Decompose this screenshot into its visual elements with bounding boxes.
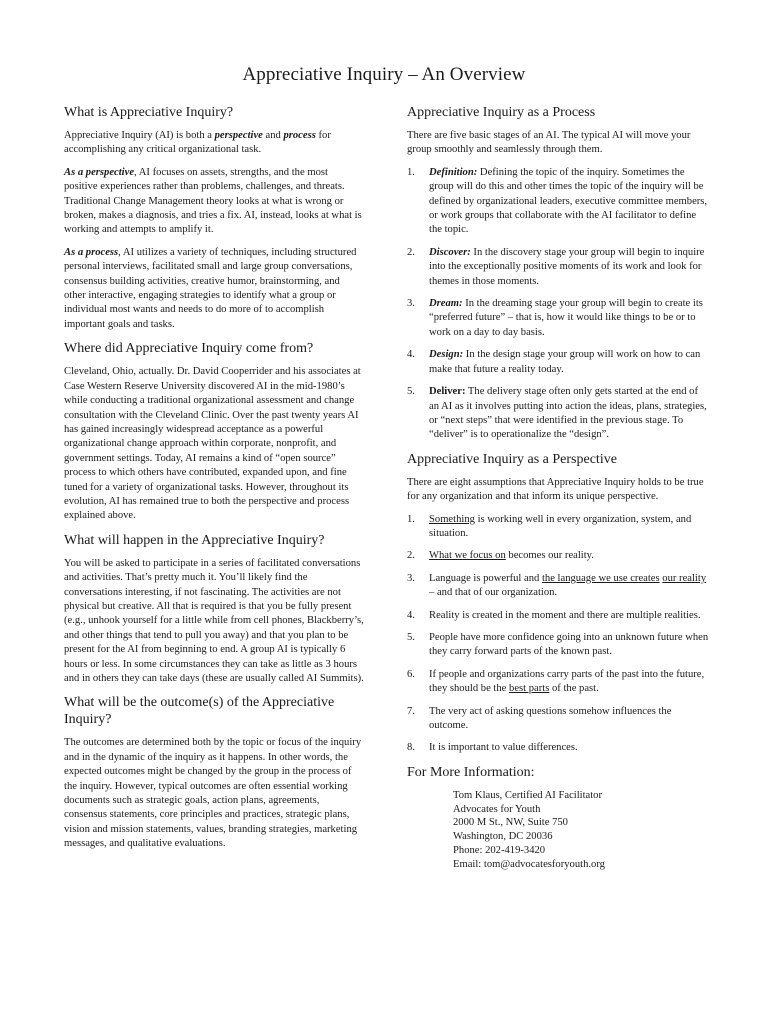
list-item: 6. If people and organizations carry parts of the past into the future, they should be the best parts of the past.: [407, 668, 705, 695]
process-intro-paragraph: There are five basic stages of an AI. The typical AI will move your group smoothly and seamlessly through them.: [407, 130, 691, 156]
list-item: 3. Dream: In the dreaming stage your group will begin to create its “preferred future” – that is, how it would like things to be or to work on a day to day basis.: [407, 298, 703, 338]
list-item: 4. Reality is created in the moment and there are multiple realities.: [407, 609, 701, 621]
list-item: 8. It is important to value differences.: [407, 742, 578, 754]
origin-paragraph: Cleveland, Ohio, actually. Dr. David Cooperrider and his associates at Case Western Reserve University discovered AI in the mid-1980’s while conducting a traditional organizational assessment and change consultation with the Cleveland Clinic. Over the past twenty years AI has gained increasingly widespread acceptance as a powerful organizational change approach within corporate, nonprofit, and government settings. Today, AI remains a kind of “open source” process to which others have contributed, expanded upon, and fine tuned for a variety of organizational tasks. However, throughout its evolution, AI has remained true to both the perspective and process explained above.: [64, 366, 361, 522]
section-heading-origin: Where did Appreciative Inquiry come from?: [64, 341, 314, 357]
page-title: Appreciative Inquiry – An Overview: [242, 64, 526, 85]
assumptions-list: [407, 513, 709, 756]
contact-phone: Phone: 202-419-3420: [453, 845, 546, 856]
stage-term-discover: Discover:: [429, 246, 471, 258]
contact-organization: Advocates for Youth: [453, 803, 541, 815]
perspective-intro-paragraph: There are eight assumptions that Appreciative Inquiry holds to be true for any organization and that inform its unique perspective.: [407, 476, 704, 503]
list-item: 4. Design: In the design stage your group will work on how to can make that future a reality today.: [407, 349, 701, 375]
process-paragraph: As a process, AI utilizes a variety of techniques, including structured personal interviews, facilitated small and large group conversations, consensus building activities, creative humor, brainstorming, and other interactive, engaging strategies to identify what a group or individual most wants and needs to do more of to accomplish important goals and tasks.: [64, 246, 357, 330]
stage-term-definition: Definition:: [429, 166, 478, 178]
section-heading-process: Appreciative Inquiry as a Process: [407, 105, 596, 120]
list-item: 3. Language is powerful and the language we use creates our reality – and that of our organization.: [407, 572, 707, 599]
contact-block: [407, 789, 709, 872]
perspective-lead: As a perspective: [64, 166, 135, 178]
list-item: 1. Something is working well in every organization, system, and situation.: [407, 513, 692, 539]
stage-term-deliver: Deliver:: [429, 386, 466, 398]
perspective-paragraph: As a perspective, AI focuses on assets, strengths, and the most positive experiences rather than problems, challenges, and threats. Traditional Change Management theory looks at what is wrong or broken, makes a diagnosis, and tries a fix. AI, instead, looks at what is working and attempts to amplify it.: [64, 166, 362, 236]
list-item: 7. The very act of asking questions somehow influences the outcome.: [407, 705, 672, 731]
list-item: 2. Discover: In the discovery stage your group will begin to inquire into the exceptionally positive moments of its work and look for themes in those moments.: [407, 246, 705, 287]
list-item: 5. Deliver: The delivery stage often only gets started at the end of an AI as it involves putting into action the ideas, plans, strategies, or “next steps” that were identified in the previous stage. To “deliver” is to operationalize the “design”.: [407, 386, 707, 441]
what-intro-paragraph: Appreciative Inquiry (AI) is both a perspective and process for accomplishing any critical organizational task.: [64, 130, 331, 156]
contact-name: Tom Klaus, Certified AI Facilitator: [453, 789, 603, 801]
contact-city: Washington, DC 20036: [453, 831, 553, 843]
outcome-paragraph: The outcomes are determined both by the topic or focus of the inquiry and in the dynamic of the inquiry as it happens. In other words, the expected outcomes might be changed by the group in the process of the inquiry. However, typical outcomes are often essential working documents such as strategic goals, action plans, agreements, consensus statements, core principles and practices, strategic plans, vision and mission statements, values, branding strategies, marketing messages, and qualitative evaluations.: [64, 737, 362, 850]
term-process: process: [283, 130, 316, 141]
stage-term-design: Design:: [429, 349, 464, 361]
contact-email: Email: tom@advocatesforyouth.org: [453, 858, 605, 870]
section-heading-happen: What will happen in the Appreciative Inquiry?: [64, 532, 325, 548]
left-column: [64, 104, 364, 860]
list-item: 2. What we focus on becomes our reality.: [407, 550, 594, 562]
list-item: 1. Definition: Defining the topic of the inquiry. Sometimes the group will do this and other times the topic of the inquiry will be defined by organizational leaders, executive committee members, or work groups that collaborate with the AI facilitator to define the topic.: [407, 166, 708, 236]
section-heading-more-info: For More Information:: [407, 764, 535, 780]
list-item: 5. People have more confidence going into an unknown future when they carry forward parts of the known past.: [407, 631, 709, 658]
happen-paragraph: You will be asked to participate in a series of facilitated conversations and activities. That’s pretty much it. You’ll likely find the conversations interesting, if not fascinating. The activities are not physical but creative. All that is required is that you be fully present (e.g., unhook yourself for a little while from cell phones, Blackberry’s, and other things that tend to pull you away) and that you plan to be present for the AI from beginning to end. A group AI is typically 6 hours or less. In some circumstances they can take as little as 3 hours and in others they can take days (these are usually called AI Summits).: [64, 557, 364, 684]
section-heading-what: What is Appreciative Inquiry?: [64, 105, 234, 120]
stage-term-dream: Dream:: [429, 298, 463, 310]
contact-street: 2000 M St., NW, Suite 750: [453, 817, 568, 829]
section-heading-perspective: Appreciative Inquiry as a Perspective: [407, 451, 617, 467]
section-heading-outcome: What will be the outcome(s) of the Appreciative Inquiry?: [64, 695, 335, 728]
process-lead: As a process: [64, 246, 119, 258]
term-perspective: perspective: [214, 130, 263, 141]
right-column: [407, 104, 709, 872]
stages-list: [407, 166, 709, 443]
